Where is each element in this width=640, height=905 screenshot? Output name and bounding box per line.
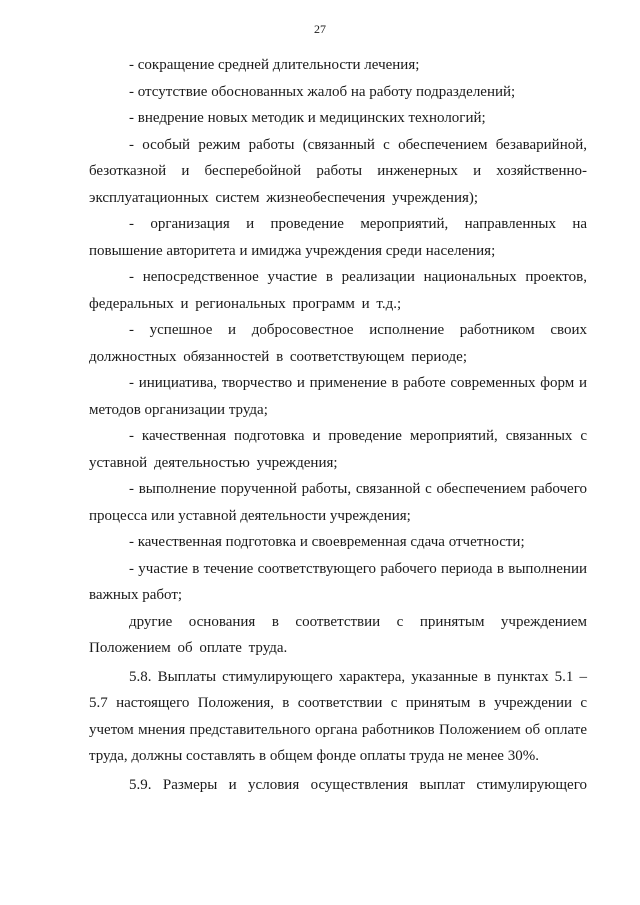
document-body: [89, 52, 587, 798]
list-item-events-organization: - организация и проведение мероприятий, направленных на повышение авторитета и имиджа учреждения среди населения;: [89, 216, 587, 259]
list-item-important-works: - участие в течение соответствующего рабочего периода в выполнении важных работ;: [89, 560, 587, 603]
list-item-new-methods: - внедрение новых методик и медицинских технологий;: [129, 110, 486, 126]
list-item-national-projects: - непосредственное участие в реализации национальных проектов, федеральных и региональных программ и т.д.;: [89, 269, 587, 312]
page-number: 27: [314, 22, 326, 36]
list-item-assigned-work: - выполнение порученной работы, связанной с обеспечением рабочего процесса или уставной деятельности учреждения;: [89, 481, 587, 524]
list-item-duties-performance: - успешное и добросовестное исполнение работником своих должностных обязанностей в соответствующем периоде;: [89, 322, 587, 365]
section-5-9: 5.9. Размеры и условия осуществления выплат стимулирующего: [129, 776, 587, 793]
list-item-special-work-mode: - особый режим работы (связанный с обеспечением безаварийной, безотказной и бесперебойной работы инженерных и хозяйственно-эксплуатационных систем жизнеобеспечения учреждения);: [89, 136, 587, 206]
list-item-no-complaints: - отсутствие обоснованных жалоб на работу подразделений;: [129, 83, 516, 100]
list-item-other-grounds: другие основания в соответствии с принятым учреждением Положением об оплате труда.: [89, 613, 587, 656]
list-item-reporting: - качественная подготовка и своевременная сдача отчетности;: [129, 534, 525, 550]
section-5-8: 5.8. Выплаты стимулирующего характера, указанные в пунктах 5.1 – 5.7 настоящего Положения, в соответствии с принятым в учреждении с учетом мнения представительного органа работников Положением об оплате труда, должны составлять в общем фонде оплаты труда не менее 30%.: [89, 668, 587, 764]
list-item-quality-preparation: - качественная подготовка и проведение мероприятий, связанных с уставной деятельностью учреждения;: [89, 428, 587, 471]
list-item-reduced-treatment-duration: - сокращение средней длительности лечения;: [129, 57, 420, 73]
list-item-initiative: - инициатива, творчество и применение в работе современных форм и методов организации труда;: [89, 375, 587, 418]
